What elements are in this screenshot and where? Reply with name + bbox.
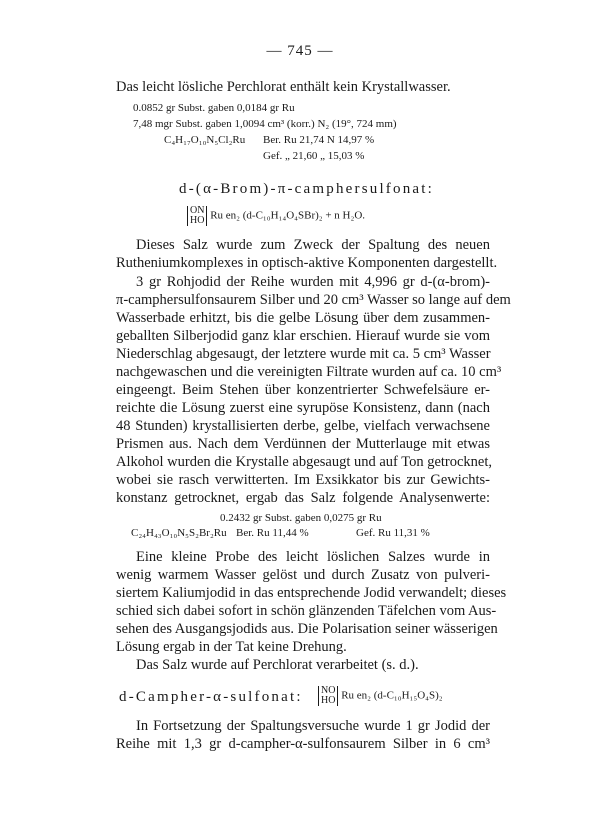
para1-line: Dieses Salz wurde zum Zweck der Spaltung des neuen [136, 237, 490, 253]
para3-line: schied sich dabei sofort in schön glänzenden Täfelchen vom Aus- [116, 603, 497, 619]
para2-line: geballten Silberjodid ganz klar erschien. Hierauf wurde sie vom [116, 328, 490, 344]
complex-formula-1 [187, 206, 365, 226]
formula-middle: Ru en₂ [210, 209, 241, 222]
para2-line: konstanz getrocknet, ergab das Salz folgende Analysenwerte: [116, 490, 490, 506]
para2-line: 48 Stunden) krystallisierten derbe, gelbe, vielfach verwachsene [116, 418, 490, 434]
para5-line: In Fortsetzung der Spaltungsversuche wurde 1 gr Jodid der [136, 718, 490, 734]
para3-line: Lösung ergab in der Tat keine Drehung. [116, 639, 347, 655]
para3-line: siertem Kaliumjodid in das entsprechende Jodid verwandelt; dieses [116, 585, 507, 601]
para3-line: sehen des Ausgangsjodids aus. Die Polarisation seiner wässerigen [116, 621, 498, 637]
para3-line: wenig warmem Wasser gelöst und durch Zusatz von pulveri- [116, 567, 490, 583]
para2-line: eingeengt. Beim Stehen über konzentrierter Schwefelsäure er- [116, 382, 490, 398]
para5-line: Reihe mit 1,3 gr d-campher-α-sulfonsaurem Silber in 6 cm³ [116, 736, 490, 752]
analysis1-line2: 7,48 mgr Subst. gaben 1,0094 cm³ (korr.) N₂ (19°, 724 mm) [133, 118, 397, 130]
section-heading-campher-sulfonat: d-Campher-α-sulfonat: [119, 689, 303, 705]
para2-line: Wasserbade erhitzt, bis die gelbe Lösung über dem zusammen- [116, 310, 490, 326]
para4-line: Das Salz wurde auf Perchlorat verarbeitet (s. d.). [136, 657, 419, 673]
intro-line: Das leicht lösliche Perchlorat enthält kein Krystallwasser. [116, 79, 451, 95]
analysis1-line1: 0.0852 gr Subst. gaben 0,0184 gr Ru [133, 102, 295, 114]
para2-line: Alkohol wurden die Krystalle abgesaugt und auf Ton getrocknet, [116, 454, 493, 470]
para2-line: π-camphersulfonsaurem Silber und 20 cm³ Wasser so lange auf dem [116, 292, 511, 308]
formula-tail: (d-C₁₀H₁₅O₄S)₂ [373, 689, 443, 702]
complex-formula-2 [318, 686, 443, 706]
formula-middle: Ru en₂ [341, 689, 372, 702]
analysis2-calculated: Ber. Ru 11,44 % [236, 527, 309, 539]
para2-line: wobei sie rasch verwitterten. Im Exsikkator bis zur Gewichts- [116, 472, 490, 488]
formula-bracket: ON HO [187, 206, 207, 226]
page-number: — 745 — [266, 43, 334, 59]
analysis1-found: Gef. „ 21,60 „ 15,03 % [263, 150, 365, 162]
section-heading-brom-camphersulfonat: d-(α-Brom)-π-camphersulfonat: [179, 181, 434, 197]
para3-line: Eine kleine Probe des leicht löslichen Salzes wurde in [136, 549, 490, 565]
formula-bracket: NO HO [318, 686, 338, 706]
para2-line: 3 gr Rohjodid der Reihe wurden mit 4,996 gr d-(α-brom)- [136, 274, 490, 290]
analysis2-found: Gef. Ru 11,31 % [356, 527, 430, 539]
para2-line: Prismen aus. Nach dem Verdünnen der Mutterlauge mit etwas [116, 436, 490, 452]
analysis2-line1: 0.2432 gr Subst. gaben 0,0275 gr Ru [220, 512, 382, 524]
para2-line: reichte die Lösung zuerst eine syrupöse Konsistenz, dann (nach [116, 400, 490, 416]
formula-tail: (d-C₁₀H₁₄O₄SBr)₂ + n H₂O. [242, 209, 366, 222]
para2-line: nachgewaschen und die vereinigten Filtrate wurden auf ca. 10 cm³ [116, 364, 502, 380]
para2-line: Niederschlag abgesaugt, der letztere wurde mit ca. 5 cm³ Wasser [116, 346, 491, 362]
analysis2-formula: C₂₄H₄₃O₁₀N₅S₂Br₂Ru [131, 527, 227, 539]
para1-line: Rutheniumkomplexes in optisch-aktive Komponenten dargestellt. [116, 255, 498, 271]
analysis1-formula: C₄H₁₇O₁₀N₅Cl₂Ru [164, 134, 246, 146]
analysis1-calculated: Ber. Ru 21,74 N 14,97 % [263, 134, 375, 146]
